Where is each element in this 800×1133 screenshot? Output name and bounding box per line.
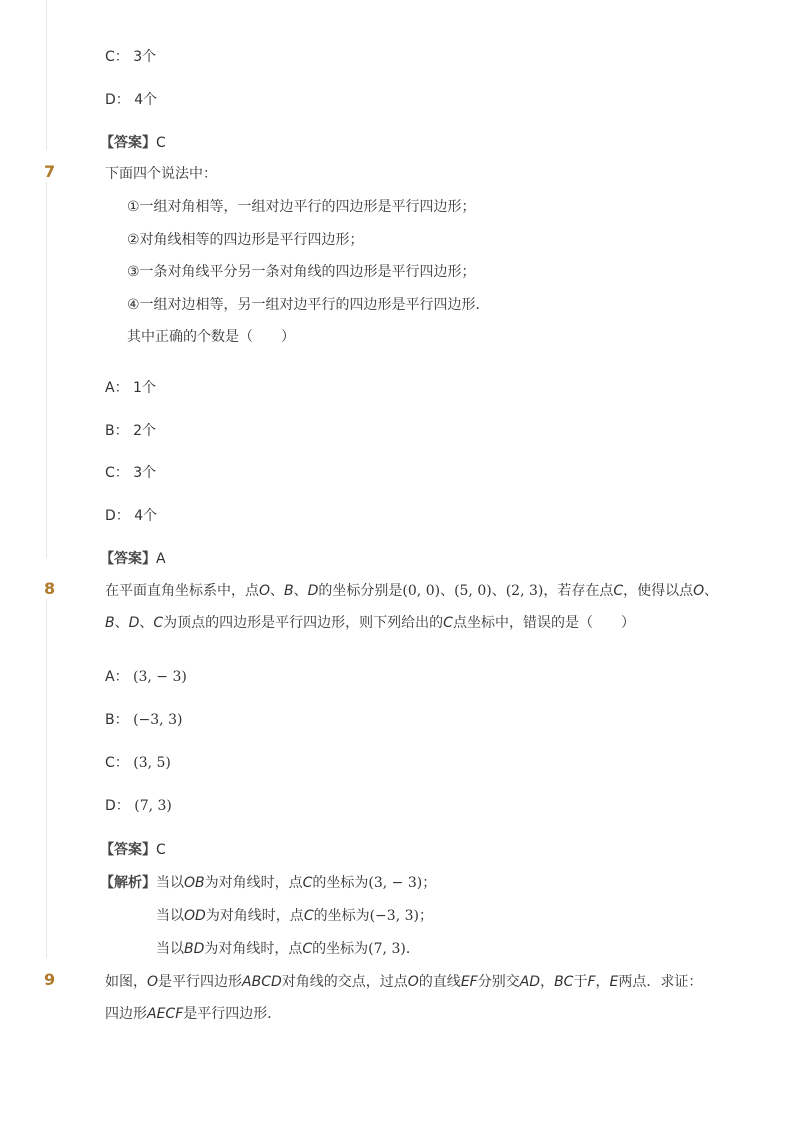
text: 、 (270, 583, 285, 599)
text: 当以 (156, 941, 184, 957)
math-var: C (303, 908, 314, 924)
option-text: 4个 (134, 92, 158, 108)
q7-option-a (105, 377, 156, 397)
option-label: C： (105, 49, 129, 65)
text: 的直线 (418, 974, 461, 990)
option-text: 1个 (133, 380, 156, 396)
option-text: 3个 (133, 465, 157, 481)
coord: (3, − 3) (368, 875, 423, 891)
text: 点坐标中，错误的是（ ） (452, 615, 635, 631)
text: 的坐标为 (312, 875, 369, 891)
q9-number: 9 (44, 970, 56, 989)
text: 、 (293, 583, 308, 599)
math-var: O (147, 974, 159, 990)
text: 是平行四边形 (158, 974, 243, 990)
option-label: A： (105, 380, 129, 396)
text: 为对角线时，点 (205, 908, 304, 924)
coord: (0, 0) (402, 583, 441, 599)
text: 、 (139, 615, 154, 631)
q8-option-b (105, 709, 182, 729)
math-var: AECF (147, 1006, 184, 1022)
coord: (−3, 3) (369, 908, 419, 924)
q6-option-c (105, 46, 156, 66)
math-var: BD (184, 941, 205, 957)
text: ，使得以点 (623, 583, 694, 599)
text: 为对角线时，点 (204, 941, 303, 957)
left-rule-q8 (46, 598, 47, 958)
math-var: ABCD (242, 974, 282, 990)
q7-statement: ③一条对角线平分另一条对角线的四边形是平行四边形； (127, 264, 476, 280)
text: ， (540, 974, 555, 990)
math-var: BC (554, 974, 574, 990)
q7-number: 7 (44, 162, 56, 181)
math-var: C (153, 615, 164, 631)
q7-answer (100, 548, 166, 568)
coord: (5, 0) (454, 583, 492, 599)
option-label: D： (105, 508, 130, 524)
text: 分别交 (477, 974, 520, 990)
math-var: D (128, 615, 140, 631)
text: 的坐标分别是 (318, 583, 403, 599)
option-label: C： (105, 755, 129, 771)
text: ． (405, 941, 420, 957)
left-rule-q7 (46, 182, 47, 558)
answer-value: C (156, 842, 166, 858)
q7-stem: 下面四个说法中： (105, 166, 217, 182)
q8-number: 8 (44, 579, 56, 598)
text: ，若存在点 (543, 583, 614, 599)
text: 为顶点的四边形是平行四边形，则下列给出的 (163, 615, 444, 631)
text: 、 (491, 583, 506, 599)
text: ， (595, 974, 610, 990)
text: 四边形 (105, 1006, 147, 1022)
text: 、 (440, 583, 455, 599)
text: 在平面直角坐标系中，点 (105, 583, 259, 599)
option-text: (3, − 3) (133, 669, 187, 685)
q8-option-a (105, 666, 187, 686)
math-var: C (302, 941, 313, 957)
math-var: C (613, 583, 624, 599)
option-text: (−3, 3) (133, 712, 183, 728)
option-text: 2个 (133, 423, 156, 439)
q7-option-c (105, 462, 156, 482)
option-label: C： (105, 465, 129, 481)
answer-label: 【答案】 (100, 135, 156, 151)
math-var: E (609, 974, 619, 990)
q7-question: 其中正确的个数是（ ） (127, 329, 295, 345)
math-var: O (693, 583, 705, 599)
answer-label: 【答案】 (100, 551, 156, 567)
option-text: (7, 3) (134, 798, 172, 814)
math-var: OB (184, 875, 205, 891)
q9-stem-line-1 (105, 971, 702, 991)
math-var: EF (460, 974, 478, 990)
answer-value: C (156, 135, 166, 151)
coord: (7, 3) (368, 941, 406, 957)
left-rule-q6 (46, 0, 47, 150)
text: 于 (573, 974, 588, 990)
option-label: B： (105, 712, 129, 728)
text: 是平行四边形． (183, 1006, 282, 1022)
answer-label: 【答案】 (100, 842, 156, 858)
math-var: C (302, 875, 313, 891)
analysis-label: 【解析】 (100, 875, 156, 891)
q6-option-d (105, 89, 157, 109)
text: 两点．求证： (618, 974, 703, 990)
math-var: AD (519, 974, 541, 990)
math-var: B (105, 615, 115, 631)
text: ； (422, 875, 437, 891)
option-label: D： (105, 798, 130, 814)
q7-statement: ②对角线相等的四边形是平行四边形； (127, 232, 364, 248)
q8-answer (100, 839, 166, 859)
q8-option-d (105, 795, 172, 815)
text: 、 (114, 615, 129, 631)
option-text: 4个 (134, 508, 158, 524)
option-label: B： (105, 423, 129, 439)
answer-value: A (156, 551, 166, 567)
math-var: O (259, 583, 271, 599)
text: 的坐标为 (312, 941, 369, 957)
q6-answer (100, 132, 166, 152)
option-label: D： (105, 92, 130, 108)
q8-analysis-line-1 (100, 872, 436, 892)
text: 对角线的交点，过点 (281, 974, 408, 990)
text: 的坐标为 (313, 908, 370, 924)
q8-option-c (105, 752, 171, 772)
q7-statement: ①一组对角相等，一组对边平行的四边形是平行四边形； (127, 199, 476, 215)
q7-option-b (105, 420, 156, 440)
q7-option-d (105, 505, 157, 525)
text: ； (418, 908, 433, 924)
text: 如图， (105, 974, 147, 990)
math-var: C (443, 615, 453, 631)
coord: (2, 3) (505, 583, 544, 599)
option-label: A： (105, 669, 129, 685)
q8-analysis-line-2 (156, 905, 433, 925)
text: 为对角线时，点 (204, 875, 303, 891)
math-var: F (587, 974, 596, 990)
text: 当以 (156, 875, 184, 891)
math-var: B (284, 583, 294, 599)
q8-analysis-line-3 (156, 938, 420, 958)
q9-stem-line-2 (105, 1003, 281, 1023)
math-var: D (307, 583, 319, 599)
math-var: OD (184, 908, 206, 924)
q8-stem-line-1 (105, 580, 718, 600)
text: 、 (704, 583, 719, 599)
option-text: 3个 (133, 49, 157, 65)
q7-statement: ④一组对边相等，另一组对边平行的四边形是平行四边形． (127, 297, 490, 313)
q8-stem-line-2 (105, 612, 635, 632)
option-text: (3, 5) (133, 755, 171, 771)
text: 当以 (156, 908, 184, 924)
math-var: O (407, 974, 419, 990)
